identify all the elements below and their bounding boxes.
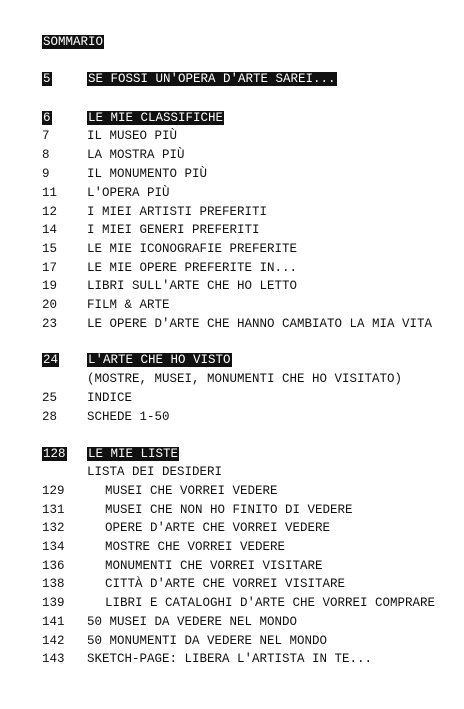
toc-entry-title: FILM & ARTE bbox=[87, 298, 170, 312]
toc-section-row bbox=[0, 109, 464, 127]
toc-entry-row bbox=[0, 538, 464, 556]
toc-page-number: 25 bbox=[42, 391, 58, 405]
toc-entry-row bbox=[0, 613, 464, 631]
toc-section-title: LE MIE LISTE bbox=[88, 447, 179, 461]
toc-page-number: 28 bbox=[42, 410, 58, 424]
toc-entry-row bbox=[0, 482, 464, 500]
toc-entry-title: CITTÀ D'ARTE CHE VORREI VISITARE bbox=[105, 577, 346, 591]
toc-section-title: SE FOSSI UN'OPERA D'ARTE SAREI... bbox=[88, 72, 336, 86]
toc-entry-row bbox=[0, 370, 464, 388]
toc-entry-row bbox=[0, 221, 464, 239]
toc-section-row bbox=[0, 445, 464, 463]
toc-entry-row bbox=[0, 594, 464, 612]
toc-page-number: 5 bbox=[43, 72, 51, 86]
toc-page-number: 15 bbox=[42, 242, 58, 256]
toc-section-title: LE MIE CLASSIFICHE bbox=[88, 111, 224, 125]
toc-page-number: 6 bbox=[43, 111, 51, 125]
toc-entry-row bbox=[0, 315, 464, 333]
toc-heading: SOMMARIO bbox=[43, 35, 104, 49]
toc-entry-row bbox=[0, 519, 464, 537]
toc-page-number: 142 bbox=[42, 634, 65, 648]
toc-entry-title: OPERE D'ARTE CHE VORREI VEDERE bbox=[105, 521, 331, 535]
toc-page-number: 7 bbox=[42, 129, 50, 143]
toc-entry-title: LIBRI E CATALOGHI D'ARTE CHE VORREI COMPRARE bbox=[105, 596, 436, 610]
toc-entry-title: I MIEI ARTISTI PREFERITI bbox=[87, 205, 268, 219]
toc-entry-row bbox=[0, 557, 464, 575]
toc-entry-row bbox=[0, 501, 464, 519]
toc-entry-title: 50 MUSEI DA VEDERE NEL MONDO bbox=[87, 615, 298, 629]
toc-entry-title: LA MOSTRA PIÙ bbox=[87, 148, 185, 162]
toc-entry-title: L'OPERA PIÙ bbox=[87, 186, 170, 200]
toc-page-number: 141 bbox=[42, 615, 65, 629]
toc-entry-title: SKETCH-PAGE: LIBERA L'ARTISTA IN TE... bbox=[87, 652, 373, 666]
toc-entry-title: INDICE bbox=[87, 391, 133, 405]
toc-page-number: 136 bbox=[42, 559, 65, 573]
toc-entry-row bbox=[0, 146, 464, 164]
toc-entry-title: 50 MONUMENTI DA VEDERE NEL MONDO bbox=[87, 634, 328, 648]
toc-page-number: 131 bbox=[42, 503, 65, 517]
toc-entry-title: IL MUSEO PIÙ bbox=[87, 129, 178, 143]
toc-section-row bbox=[0, 70, 464, 88]
toc-section-row bbox=[0, 351, 464, 369]
toc-entry-title: MUSEI CHE VORREI VEDERE bbox=[105, 484, 278, 498]
toc-entry-title: LIBRI SULL'ARTE CHE HO LETTO bbox=[87, 279, 298, 293]
toc-page-number: 12 bbox=[42, 205, 58, 219]
toc-entry-row bbox=[0, 632, 464, 650]
toc-page-number: 8 bbox=[42, 148, 50, 162]
toc-entry-title: LISTA DEI DESIDERI bbox=[87, 465, 223, 479]
toc-entry-row bbox=[0, 650, 464, 668]
toc-entry-row bbox=[0, 165, 464, 183]
toc-entry-row bbox=[0, 277, 464, 295]
toc-entry-title: LE MIE ICONOGRAFIE PREFERITE bbox=[87, 242, 298, 256]
toc-entry-title: MONUMENTI CHE VORREI VISITARE bbox=[105, 559, 323, 573]
toc-entry-row bbox=[0, 203, 464, 221]
toc-entry-row bbox=[0, 408, 464, 426]
toc-entry-row bbox=[0, 575, 464, 593]
toc-entry-row bbox=[0, 240, 464, 258]
toc-entry-row bbox=[0, 463, 464, 481]
toc-page-number: 23 bbox=[42, 317, 58, 331]
toc-page-number: 9 bbox=[42, 167, 50, 181]
toc-entry-title: LE OPERE D'ARTE CHE HANNO CAMBIATO LA MIA VITA bbox=[87, 317, 433, 331]
toc-page-number: 14 bbox=[42, 223, 58, 237]
toc-entry-row bbox=[0, 296, 464, 314]
toc-page-number: 132 bbox=[42, 521, 65, 535]
toc-entry-title: I MIEI GENERI PREFERITI bbox=[87, 223, 260, 237]
toc-page-number: 139 bbox=[42, 596, 65, 610]
toc-page-number: 24 bbox=[43, 353, 59, 367]
toc-entry-title: (MOSTRE, MUSEI, MONUMENTI CHE HO VISITATO) bbox=[87, 372, 403, 386]
toc-section-title: L'ARTE CHE HO VISTO bbox=[88, 353, 231, 367]
toc-entry-title: MUSEI CHE NON HO FINITO DI VEDERE bbox=[105, 503, 353, 517]
toc-page-number: 128 bbox=[43, 447, 66, 461]
toc-page-number: 138 bbox=[42, 577, 65, 591]
toc-entry-title: MOSTRE CHE VORREI VEDERE bbox=[105, 540, 286, 554]
toc-entry-title: LE MIE OPERE PREFERITE IN... bbox=[87, 261, 298, 275]
toc-entry-row bbox=[0, 259, 464, 277]
toc-entry-row bbox=[0, 389, 464, 407]
toc-page-number: 134 bbox=[42, 540, 65, 554]
toc-page-number: 20 bbox=[42, 298, 58, 312]
toc-entry-title: IL MONUMENTO PIÙ bbox=[87, 167, 208, 181]
toc-page-number: 17 bbox=[42, 261, 58, 275]
toc-entry-row bbox=[0, 127, 464, 145]
toc-entry-row bbox=[0, 184, 464, 202]
toc-entry-title: SCHEDE 1-50 bbox=[87, 410, 170, 424]
toc-page-number: 129 bbox=[42, 484, 65, 498]
toc-page-number: 11 bbox=[42, 186, 58, 200]
toc-page-number: 143 bbox=[42, 652, 65, 666]
toc-page-number: 19 bbox=[42, 279, 58, 293]
